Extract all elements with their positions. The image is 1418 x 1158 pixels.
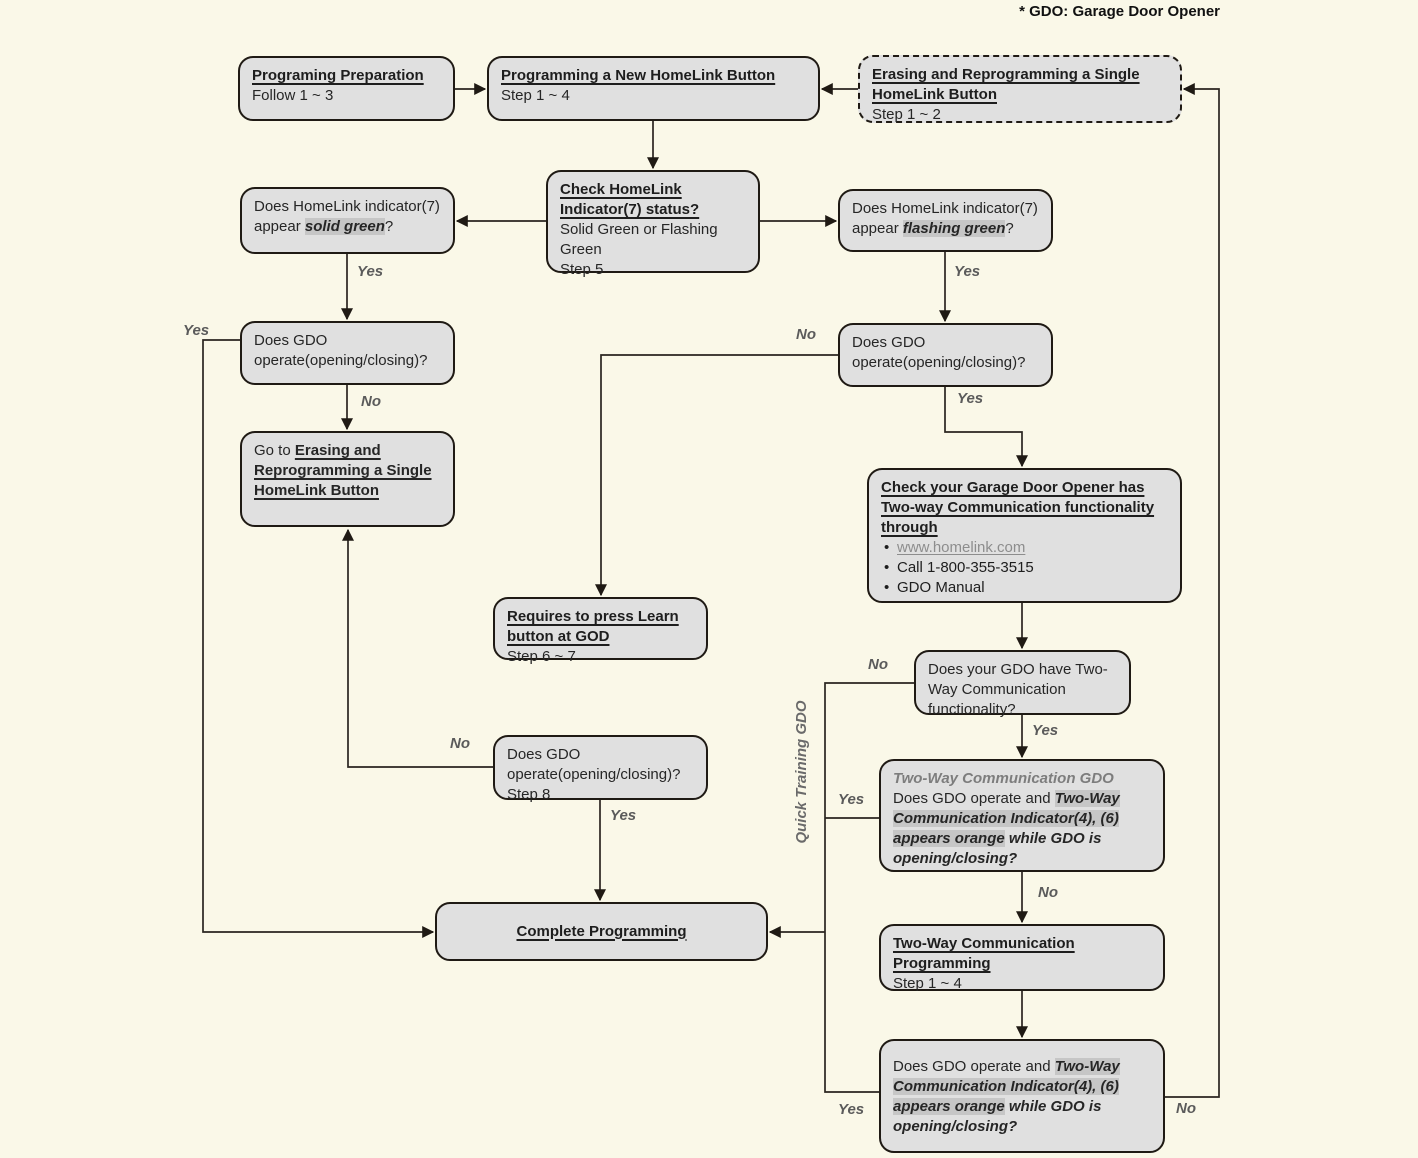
node-subtitle: Follow 1 ~ 3: [252, 87, 334, 104]
bullet-gdo-manual: • GDO Manual: [881, 578, 1168, 598]
node-title: Requires to press Learn button at GOD: [507, 608, 679, 645]
node-complete-programming: [435, 902, 768, 961]
node-bottom-two-way-question: [879, 1039, 1165, 1153]
node-title: Check your Garage Door Opener has Two-way Communication functionality through: [881, 479, 1155, 536]
node-subtitle: Step 1 ~ 2: [872, 106, 941, 123]
node-programming-preparation: [238, 56, 455, 121]
edge-label-yes-havetwoway: Yes: [1032, 722, 1059, 739]
node-text: Does GDO operate and Two-Way Communication Indicator(4), (6) appears orange while GDO is opening/closing?: [893, 790, 1120, 867]
edge-label-no-gdoright: No: [796, 326, 816, 343]
bullet-call-number: • Call 1-800-355-3515: [881, 558, 1168, 578]
edge-label-no-step8: No: [450, 735, 470, 752]
quick-training-gdo-label: Quick Training GDO: [793, 700, 810, 844]
node-subtitle: Step 6 ~ 7: [507, 648, 576, 665]
edge-label-yes-step8: Yes: [610, 807, 637, 824]
highlight-solid-green: solid green: [304, 218, 385, 235]
node-flashing-green-question: [838, 189, 1053, 252]
node-title: Complete Programming: [516, 922, 687, 940]
edge-label-no-gdoleft: No: [361, 393, 381, 410]
check-two-way-options: [881, 538, 1168, 598]
node-text: Does GDO operate and Two-Way Communication Indicator(4), (6) appears orange while GDO is opening/closing?: [893, 1058, 1120, 1135]
node-subtitle: Step 1 ~ 4: [501, 87, 570, 104]
edge-label-no-twowaygdo: No: [1038, 884, 1058, 901]
node-title: Programing Preparation: [252, 67, 424, 84]
edge-label-no-havetwoway: No: [868, 656, 888, 673]
node-erasing-reprogramming: [858, 55, 1182, 123]
node-text: Does GDO operate(opening/closing)?: [852, 334, 1026, 371]
homelink-url-link[interactable]: www.homelink.com: [897, 539, 1026, 556]
node-text: Go to Erasing and Reprogramming a Single HomeLink Button: [254, 442, 432, 499]
edge-label-yes-gdoleft: Yes: [183, 322, 210, 339]
node-goto-erasing: [240, 431, 455, 527]
highlight-indicator-orange: Two-Way Communication Indicator(4), (6) appears orange: [893, 1058, 1120, 1115]
node-gdo-operate-step8: [493, 735, 708, 803]
edge-quicktraining-trunk: [825, 683, 914, 1092]
node-heading: Two-Way Communication GDO: [893, 770, 1114, 787]
node-check-indicator-status: [546, 170, 760, 278]
node-title: Check HomeLink Indicator(7) status?: [560, 181, 700, 218]
edge-label-yes-twowaygdo: Yes: [838, 791, 865, 808]
node-subtitle: Step 1 ~ 4: [893, 975, 962, 992]
node-two-way-gdo-question: [879, 759, 1165, 872]
highlight-flashing-green: flashing green: [902, 220, 1006, 237]
edge-gdoright-no-to-learn: [601, 355, 838, 595]
gdo-abbreviation-note: * GDO: Garage Door Opener: [1019, 3, 1220, 20]
node-two-way-programming: [879, 924, 1165, 991]
node-text: Does GDO operate(opening/closing)?: [254, 332, 428, 369]
node-text: Does HomeLink indicator(7) appear flashing green?: [852, 200, 1038, 237]
edge-step8-no-to-goto: [348, 530, 493, 767]
node-text: Does GDO operate(opening/closing)?: [507, 746, 681, 783]
node-programming-new-homelink-button: [487, 56, 820, 121]
node-title: Erasing and Reprogramming a Single HomeLink Button: [872, 66, 1140, 103]
node-press-learn-button: [493, 597, 708, 665]
node-check-two-way-capability: [867, 468, 1182, 603]
node-gdo-operate-left: [240, 321, 455, 385]
node-line: Solid Green or Flashing Green: [560, 221, 718, 258]
bullet-homelink-site: [881, 538, 1168, 558]
node-subtitle: Step 8: [507, 786, 551, 803]
node-have-two-way-question: [914, 650, 1131, 718]
edge-label-yes-gdoright: Yes: [957, 390, 984, 407]
goto-erase-reference: Erasing and Reprogramming a Single HomeLink Button: [254, 442, 432, 499]
node-solid-green-question: [240, 187, 455, 254]
node-gdo-operate-right: [838, 323, 1053, 387]
edge-label-yes-flash: Yes: [954, 263, 981, 280]
edge-label-yes-solid: Yes: [357, 263, 384, 280]
edge-label-no-bottom: No: [1176, 1100, 1196, 1117]
node-text: Does HomeLink indicator(7) appear solid green?: [254, 198, 440, 235]
edge-label-yes-bottom: Yes: [838, 1101, 865, 1118]
node-title: Two-Way Communication Programming: [893, 935, 1075, 972]
node-text: Does your GDO have Two-Way Communication functionality?: [928, 661, 1108, 718]
node-title: Programming a New HomeLink Button: [501, 67, 776, 84]
node-line: Step 5: [560, 261, 604, 278]
edge-gdoleft-yes-to-complete: [203, 340, 433, 932]
highlight-indicator-orange: Two-Way Communication Indicator(4), (6) appears orange: [893, 790, 1120, 847]
